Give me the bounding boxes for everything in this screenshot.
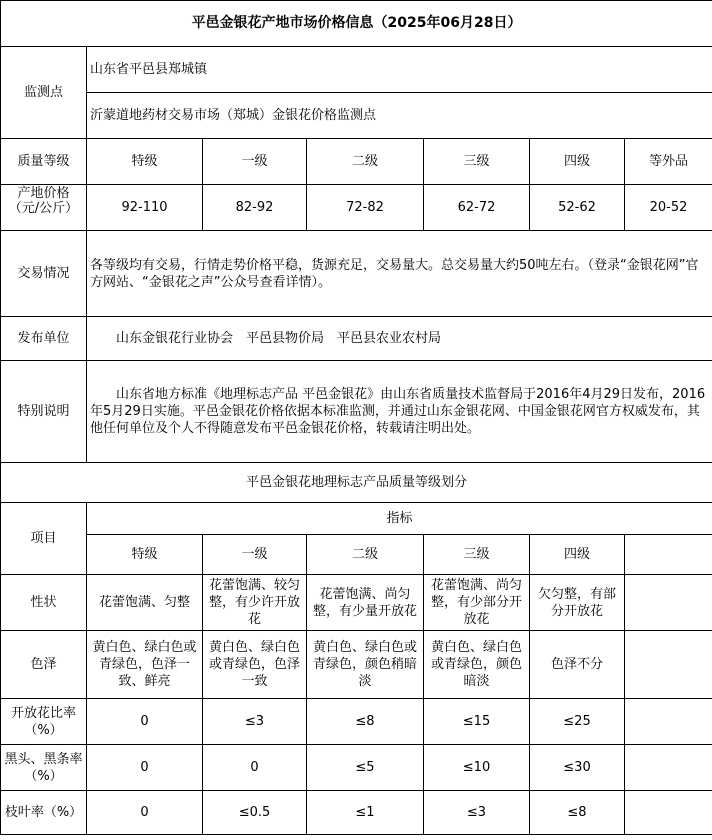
standard-cell: 0 xyxy=(87,791,203,835)
price-cell: 92-110 xyxy=(87,185,203,231)
standard-grade: 四级 xyxy=(530,535,625,575)
standard-cell: ≤5 xyxy=(307,745,424,791)
standard-cell: ≤15 xyxy=(424,699,530,745)
standard-cell: 黄白色、绿白色或青绿色，颜色暗淡 xyxy=(424,631,530,699)
standard-cell: 花蕾饱满、尚匀整，有少部分开放花 xyxy=(424,575,530,631)
standard-cell: ≤30 xyxy=(530,745,625,791)
standard-cell: 0 xyxy=(87,745,203,791)
standard-cell-empty xyxy=(625,699,712,745)
standard-indicator-label: 指标 xyxy=(87,503,712,535)
standard-cell: 花蕾饱满、较匀整，有少许开放花 xyxy=(203,575,307,631)
standard-cell: ≤1 xyxy=(307,791,424,835)
grade-label: 质量等级 xyxy=(1,139,87,185)
standard-cell: ≤0.5 xyxy=(203,791,307,835)
grade-cell: 四级 xyxy=(530,139,625,185)
price-cell: 52-62 xyxy=(530,185,625,231)
standard-cell: 色泽不分 xyxy=(530,631,625,699)
standard-row-label: 色泽 xyxy=(1,631,87,699)
page-title: 平邑金银花产地市场价格信息（2025年06月28日） xyxy=(1,1,712,47)
publisher-label: 发布单位 xyxy=(1,317,87,361)
standard-cell: ≤3 xyxy=(424,791,530,835)
standard-item-label: 项目 xyxy=(1,503,87,575)
standard-cell: 花蕾饱满、匀整 xyxy=(87,575,203,631)
trade-text: 各等级均有交易，行情走势价格平稳，货源充足，交易量大。总交易量大约50吨左右。（登录“金银花网”官方网站、“金银花之声”公众号查看详情）。 xyxy=(87,231,712,317)
standard-title: 平邑金银花地理标志产品质量等级划分 xyxy=(1,463,712,503)
grade-cell: 特级 xyxy=(87,139,203,185)
grade-cell: 三级 xyxy=(424,139,530,185)
standard-cell: ≤25 xyxy=(530,699,625,745)
standard-row-label: 性状 xyxy=(1,575,87,631)
standard-grade: 一级 xyxy=(203,535,307,575)
standard-grade-empty xyxy=(625,535,712,575)
standard-cell: ≤3 xyxy=(203,699,307,745)
standard-grade: 特级 xyxy=(87,535,203,575)
standard-cell: ≤8 xyxy=(307,699,424,745)
standard-cell-empty xyxy=(625,575,712,631)
price-cell: 20-52 xyxy=(625,185,712,231)
standard-cell: 花蕾饱满、尚匀整，有少量开放花 xyxy=(307,575,424,631)
price-cell: 72-82 xyxy=(307,185,424,231)
monitor-label: 监测点 xyxy=(1,47,87,139)
standard-cell-empty xyxy=(625,745,712,791)
standard-cell: 欠匀整，有部分开放花 xyxy=(530,575,625,631)
publisher-text: 山东金银花行业协会 平邑县物价局 平邑县农业农村局 xyxy=(87,317,712,361)
standard-cell: ≤8 xyxy=(530,791,625,835)
price-cell: 62-72 xyxy=(424,185,530,231)
standard-cell: 0 xyxy=(203,745,307,791)
standard-cell: ≤10 xyxy=(424,745,530,791)
standard-cell-empty xyxy=(625,631,712,699)
trade-label: 交易情况 xyxy=(1,231,87,317)
standard-cell: 黄白色、绿白色或青绿色，色泽一致 xyxy=(203,631,307,699)
standard-cell: 0 xyxy=(87,699,203,745)
standard-row-label: 黑头、黑条率（%） xyxy=(1,745,87,791)
price-cell: 82-92 xyxy=(203,185,307,231)
grade-cell: 二级 xyxy=(307,139,424,185)
standard-grade: 三级 xyxy=(424,535,530,575)
standard-cell-empty xyxy=(625,791,712,835)
grade-cell: 等外品 xyxy=(625,139,712,185)
note-label: 特别说明 xyxy=(1,361,87,463)
standard-row-label: 枝叶率（%） xyxy=(1,791,87,835)
standard-grade: 二级 xyxy=(307,535,424,575)
grade-cell: 一级 xyxy=(203,139,307,185)
standard-row-label: 开放花比率（%） xyxy=(1,699,87,745)
standard-cell: 黄白色、绿白色或青绿色，色泽一致、鲜亮 xyxy=(87,631,203,699)
monitor-location: 山东省平邑县郑城镇 xyxy=(87,47,712,93)
note-text: 山东省地方标准《地理标志产品 平邑金银花》由山东省质量技术监督局于2016年4月29日发布，2016年5月29日实施。平邑金银花价格依据本标准监测，并通过山东金银花网、中国金银花网官方权威发布，其他任何单位及个人不得随意发布平邑金银花价格，转载请注明出处。 xyxy=(87,361,712,463)
price-label: 产地价格（元/公斤） xyxy=(1,185,87,231)
monitor-point: 沂蒙道地药材交易市场（郑城）金银花价格监测点 xyxy=(87,93,712,139)
standard-cell: 黄白色、绿白色或青绿色，颜色稍暗淡 xyxy=(307,631,424,699)
